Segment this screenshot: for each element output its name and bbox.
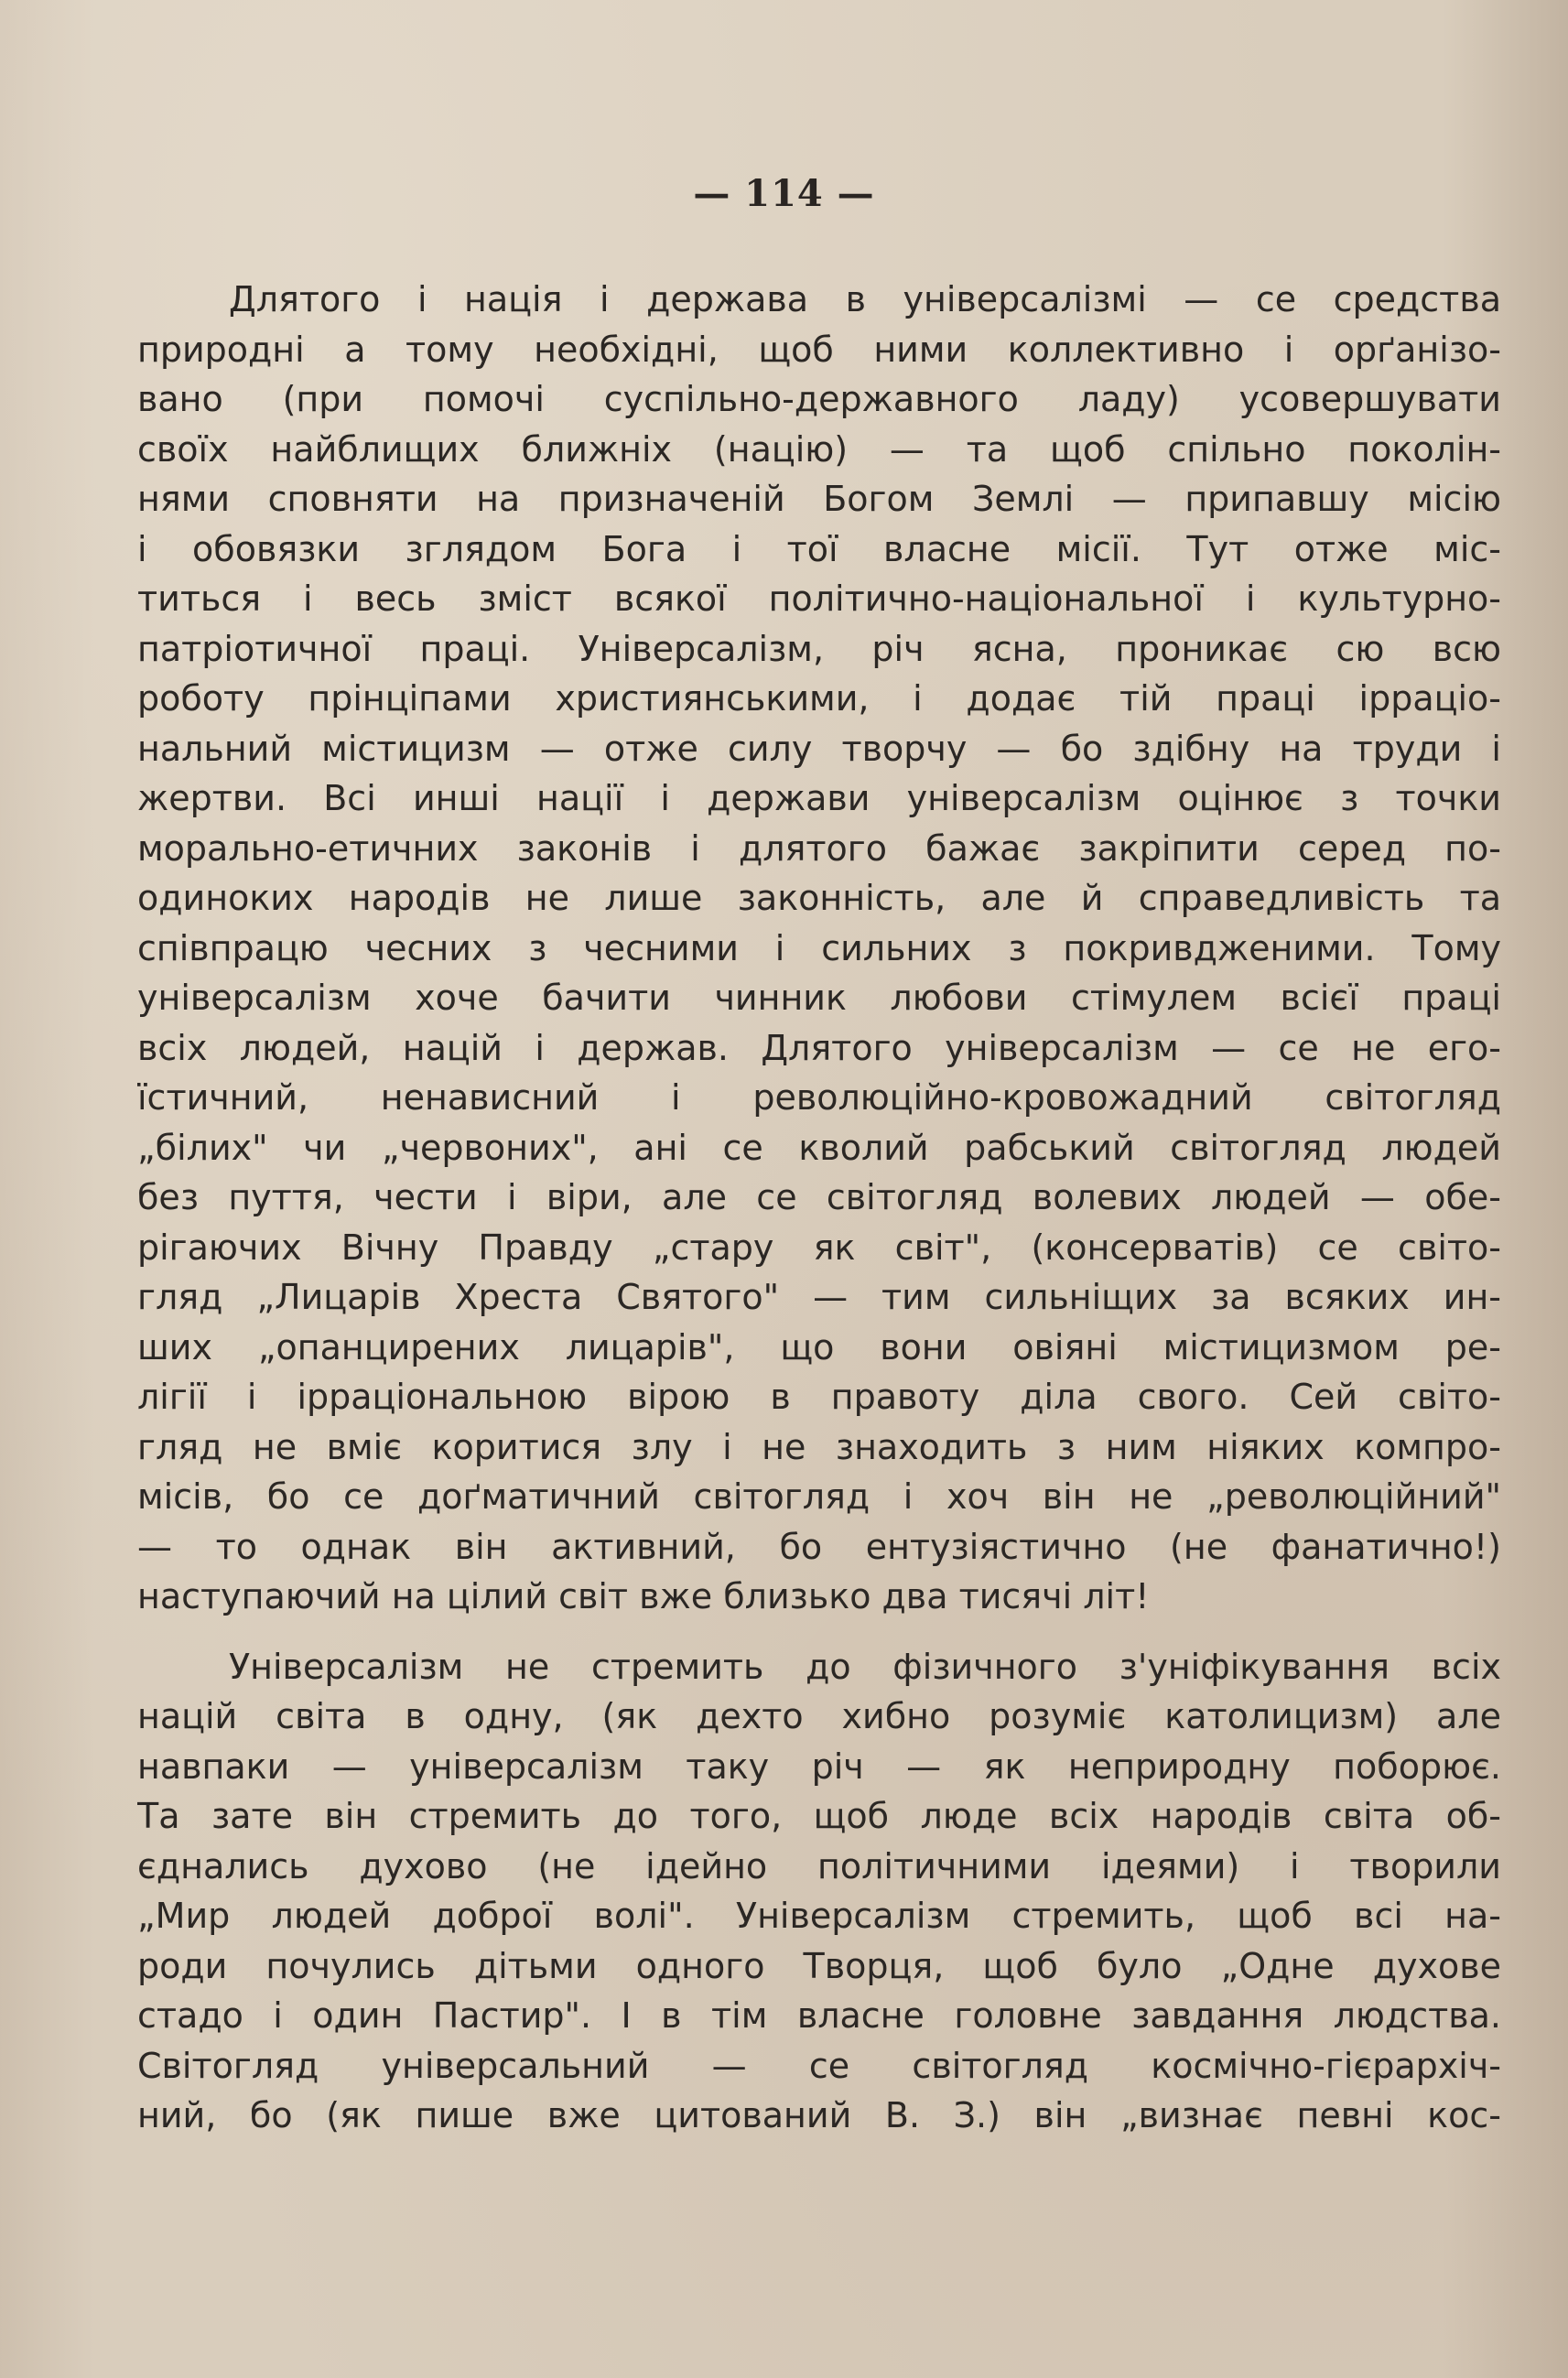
text-line: універсалізм хоче бачити чинник любови стімулем всієї праці [137,978,1501,1018]
text-line: і обовязки зглядом Бога і тої власне місії. Тут отже міс- [137,528,1501,569]
text-line: ших „опанцирених лицарів", що вони овіяні містицизмом ре- [137,1326,1501,1367]
text-line: Універсалізм не стремить до фізичного з'уніфікування всіх [229,1646,1501,1687]
text-line: гляд „Лицарів Хреста Святого" — тим сильніщих за всяких ин- [137,1277,1501,1317]
text-line: морально-етичних законів і длятого бажає закріпити серед по- [137,827,1501,869]
page-text [137,275,1501,2141]
text-line: стадо і один Пастир". І в тім власне головне завдання людства. [137,1995,1501,2036]
text-line: навпаки — універсалізм таку річ — як неприродну поборює. [137,1746,1501,1787]
text-line: націй світа в одну, (як дехто хибно розуміє католицизм) але [137,1696,1501,1736]
text-line: титься і весь зміст всякої політично-національної і культурно- [137,578,1501,619]
paragraph-2 [137,1642,1501,2141]
text-line: роботу прінціпами християнськими, і додає тій праці ірраціо- [137,678,1501,719]
text-line: патріотичної праці. Універсалізм, річ ясна, проникає сю всю [137,628,1501,669]
text-line: рігаючих Вічну Правду „стару як світ", (консерватів) се світо- [137,1227,1501,1268]
text-line: всіх людей, націй і держав. Длятого універсалізм — се не его- [137,1027,1501,1068]
text-line: роди почулись дітьми одного Творця, щоб було „Одне духове [137,1945,1501,1986]
text-line: наступаючий на цілий світ вже близько два тисячі літ! [137,1576,1150,1616]
text-line: Длятого і нація і держава в універсалізмі — се средства [229,279,1501,319]
text-line: співпрацю чесних з чесними і сильних з покривдженими. Тому [137,927,1501,968]
text-line: одиноких народів не лише законність, але й справедливість та [137,878,1501,918]
text-line: нями сповняти на призначеній Богом Землі — припавшу місію [137,479,1501,519]
text-line: „білих" чи „червоних", ані се кволий рабський світогляд людей [137,1127,1501,1168]
text-line: вано (при помочі суспільно-державного ладу) усовершувати [137,379,1501,419]
text-line: — то однак він активний, бо ентузіястично (не фанатично!) [137,1526,1501,1567]
text-line: своїх найблищих ближніх (націю) — та щоб спільно поколін- [137,428,1501,470]
text-line: нальний містицизм — отже силу творчу — бо здібну на труди і [137,728,1501,769]
text-line: природні а тому необхідні, щоб ними коллективно і орґанізо- [137,329,1501,370]
text-line: Та зате він стремить до того, щоб люде всіх народів світа об- [137,1796,1501,1836]
text-line: їстичний, ненависний і революційно-кровожадний світогляд [137,1077,1501,1118]
text-line: місів, бо се доґматичний світогляд і хоч він не „революційний" [137,1476,1501,1517]
text-line: ний, бо (як пише вже цитований В. З.) він „визнає певні кос- [137,2095,1501,2135]
text-line: „Мир людей доброї волі". Універсалізм стремить, щоб всі на- [137,1896,1501,1936]
text-line: без пуття, чести і віри, але се світогляд волевих людей — обе- [137,1177,1501,1217]
text-line: жертви. Всі инші нації і держави універсалізм оцінює з точки [137,778,1501,818]
paragraph-1 [137,275,1501,1622]
text-line: гляд не вміє коритися злу і не знаходить з ним ніяких компро- [137,1426,1501,1467]
text-line: єднались духово (не ідейно політичними ідеями) і творили [137,1845,1501,1886]
text-line: Світогляд універсальний — се світогляд космічно-гієрархіч- [137,2045,1501,2086]
text-line: лігії і ірраціональною вірою в правоту діла свого. Сей світо- [137,1377,1501,1417]
page-number: — 114 — [693,172,875,215]
paragraph-gap [137,1622,1501,1642]
